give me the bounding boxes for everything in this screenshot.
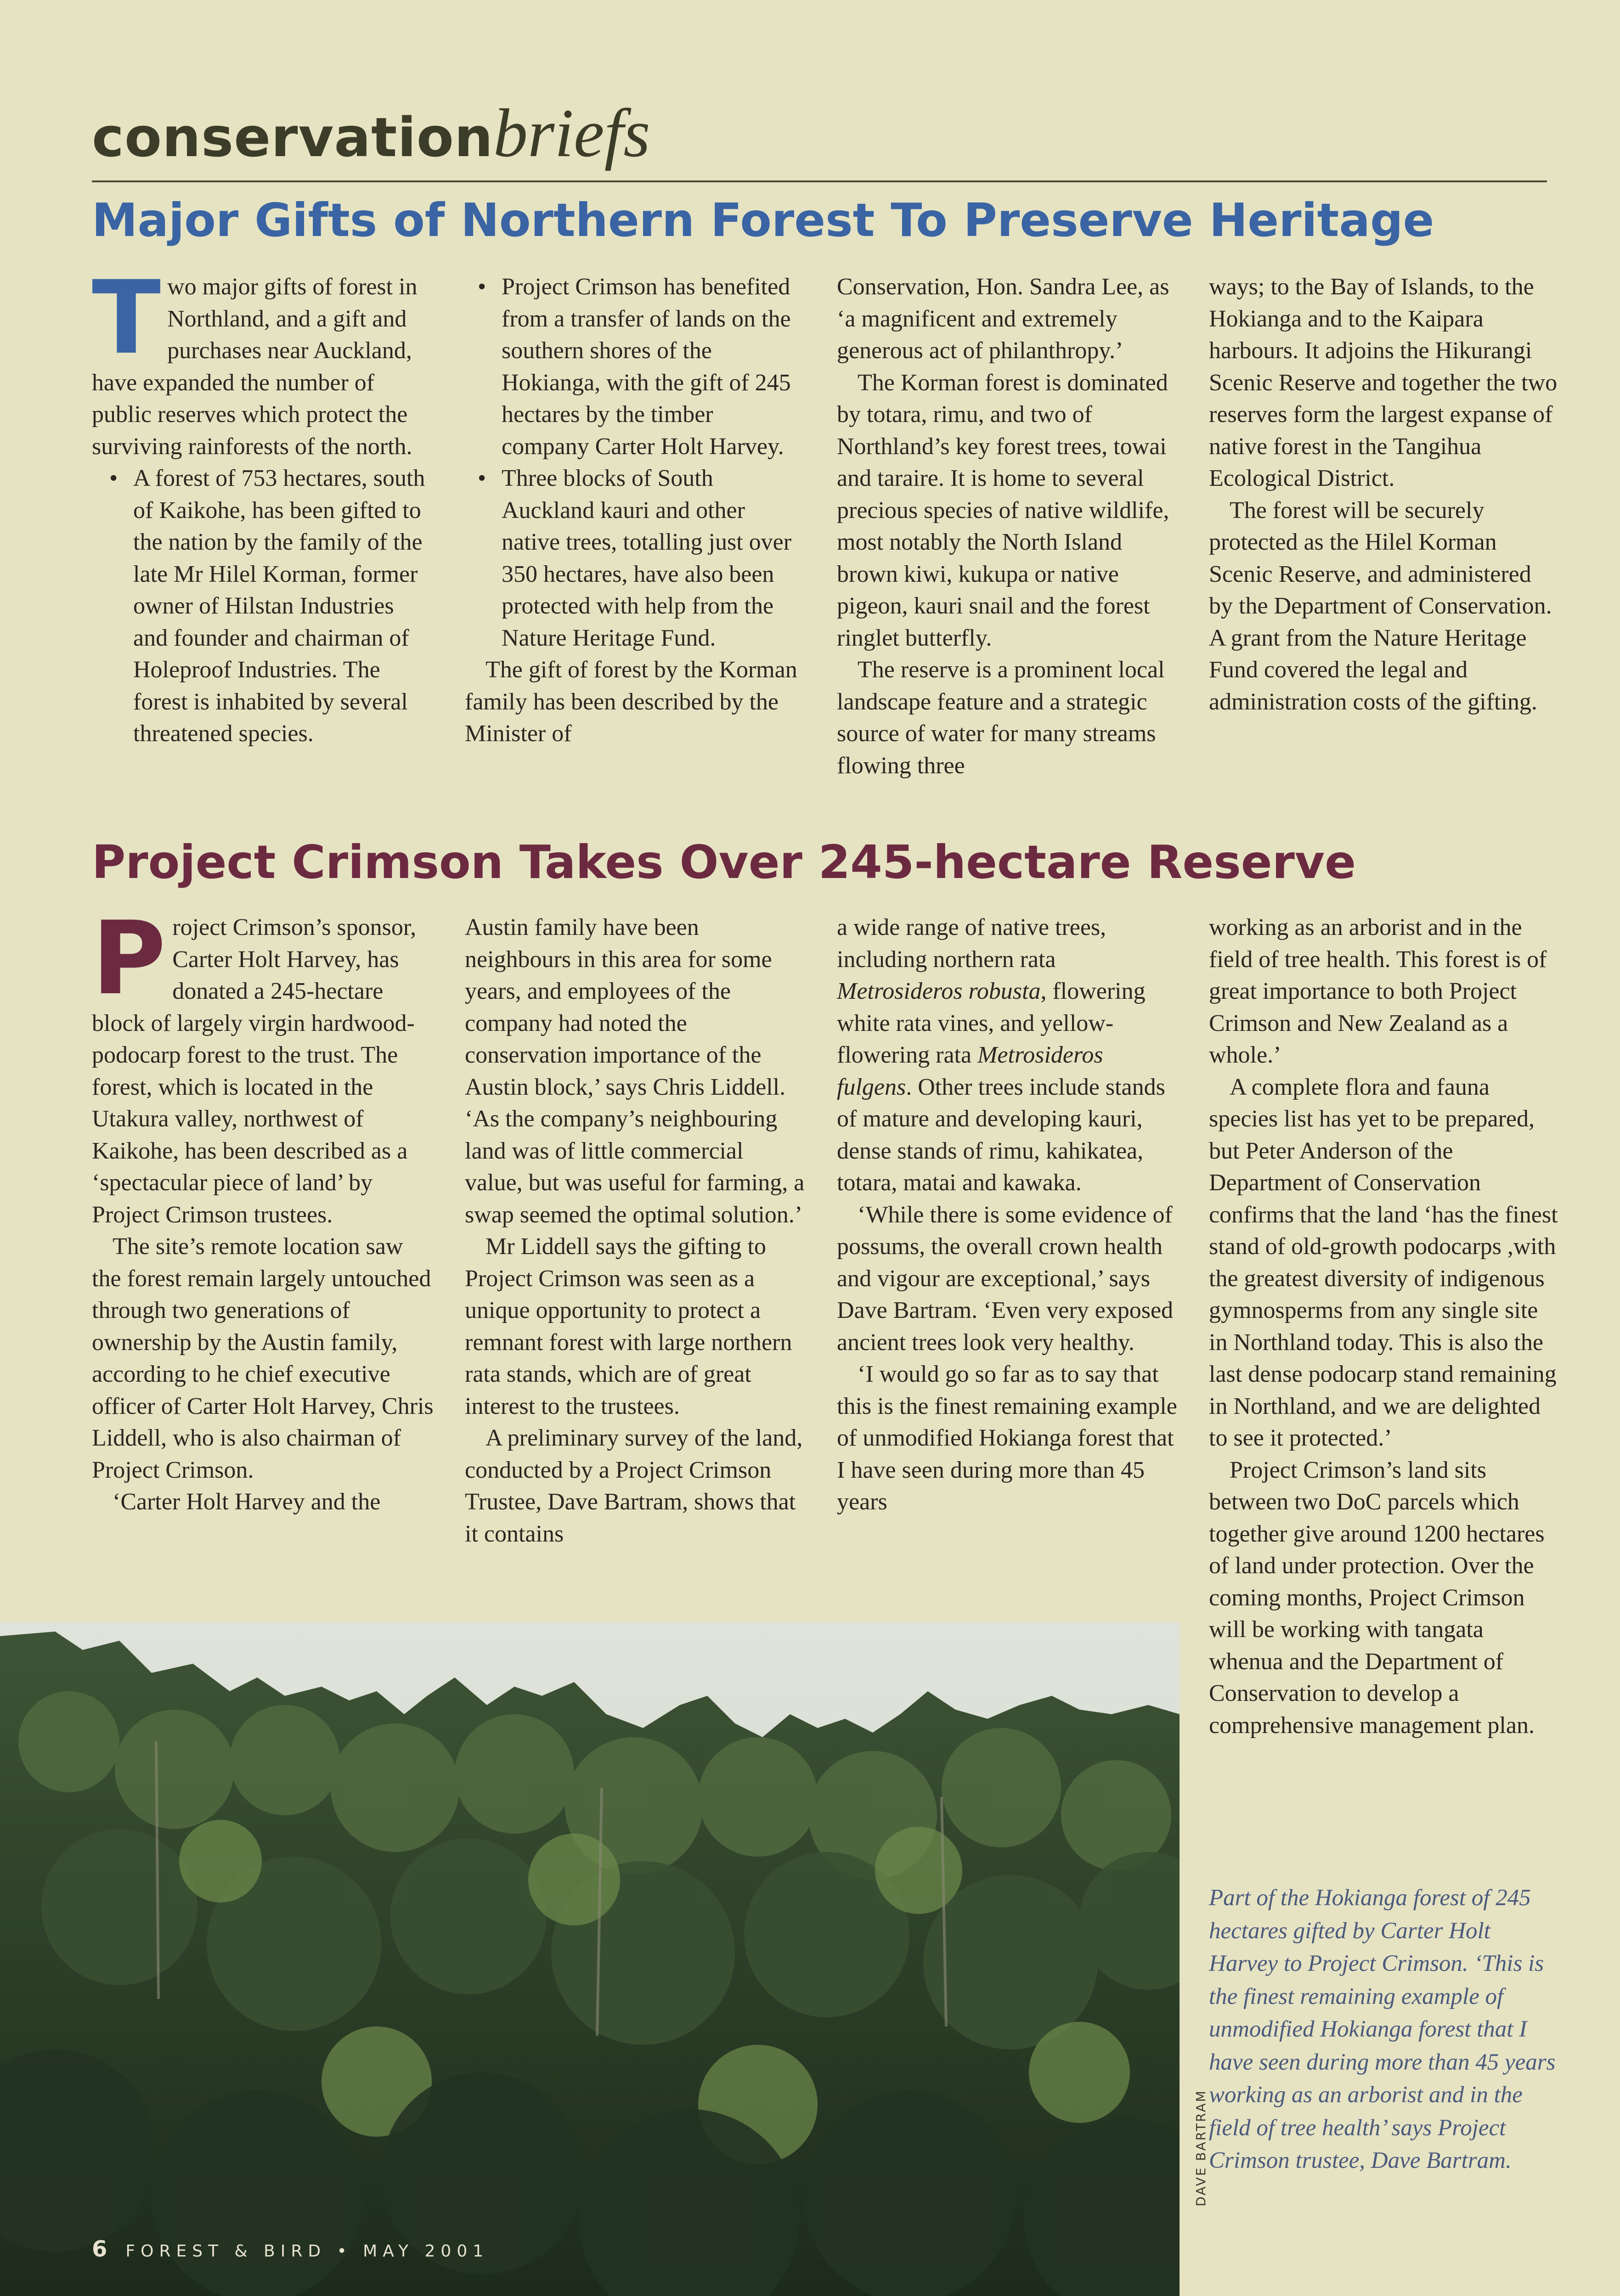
article1-dropcap: T [92,259,161,377]
paragraph: The forest will be securely protected as the Hilel Korman Scenic Reserve, and administered by the Department of Conservation. A grant from the Nature Heritage Fund covered the legal and administration costs of the gifting. [1209,497,1552,715]
photo-credit: DAVE BARTRAM [1193,2089,1208,2206]
magazine-issue: FOREST & BIRD • MAY 2001 [125,2242,489,2261]
paragraph: A complete flora and fauna species list has yet to be prepared, but Peter Anderson of the Department of Conservation confirms that the land ‘has the finest stand of old-growth podocarps ,with the greatest diversity of indigenous gymnosperms from any single site in Northland today. This is also the last dense podocarp stand remaining in Northland, and we are delighted to see it protected.’ [1209,1074,1558,1451]
paragraph: Conservation, Hon. Sandra Lee, as ‘a magnificent and extremely generous act of philanthropy.’ [837,274,1169,364]
article1-intro: Two major gifts of forest in Northland, and a gift and purchases near Auckland, have expanded the number of public reserves which protect the surviving rainforests of the north. [92,259,418,460]
article1-headline: Major Gifts of Northern Forest To Preserve Heritage [92,193,1434,247]
species-name: Metrosideros fulgens [837,1042,1103,1100]
paragraph: The gift of forest by the Korman family has been described by the Minister of [465,657,797,747]
article2-column-4 [1209,912,1560,1741]
article2-intro: Project Crimson’s sponsor, Carter Holt Harvey, has donated a 245-hectare block of largely virgin hardwood-podocarp forest to the trust. The forest, which is located in the Utakura valley, northwest of Kaikohe, has been described as a ‘spectacular piece of land’ by Project Crimson trustees. [92,900,417,1228]
paragraph: working as an arborist and in the field of tree health. This forest is of great importance to both Project Crimson and New Zealand as a whole.’ [1209,914,1547,1068]
page-number: 6 [92,2236,107,2262]
paragraph: Austin family have been neighbours in this area for some years, and employees of the company had noted the conservation importance of the Austin block,’ says Chris Liddell. ‘As the company’s neighbouring land was of little commercial value, but was useful for farming, a swap seemed the optimal solution.’ [465,914,805,1228]
paragraph: a wide range of native trees, including northern rata Metrosideros robusta, flowering white rata vines, and yellow-flowering rata Metrosideros fulgens. Other trees include stands of mature and developing kauri, dense stands of rimu, kahikatea, totara, matai and kawaka. [837,914,1165,1196]
list-item: • Three blocks of South Auckland kauri and other native trees, totalling just over 350 hectares, have also been protected with help from the Nature Heritage Fund. [502,462,800,654]
paragraph: The reserve is a prominent local landscape feature and a strategic source of water for many streams flowing three [837,657,1165,779]
forest-photo [0,1622,1180,2296]
section-header-bold: conservation [92,106,493,169]
paragraph: ‘I would go so far as to say that this is the finest remaining example of unmodified Hokianga forest that I have seen during more than 45 years [837,1361,1177,1515]
species-name: Metrosideros robusta [837,978,1041,1004]
paragraph: The Korman forest is dominated by totara, rimu, and two of Northland’s key forest trees, towai and taraire. It is home to several precious species of native wildlife, most notably the North Island brown kiwi, kukupa or native pigeon, kauri snail and the forest ringlet butterfly. [837,369,1169,651]
paragraph: Mr Liddell says the gifting to Project Crimson was seen as a unique opportunity to protect a remnant forest with large northern rata stands, which are of great interest to the trustees. [465,1233,792,1419]
section-header-italic: briefs [493,95,650,171]
article1-column-3 [837,271,1182,782]
list-item: • A forest of 753 hectares, south of Kaikohe, has been gifted to the nation by the family of the late Mr Hilel Korman, former owner of Hilstan Industries and founder and chairman of Holeproof Industries. The forest is inhabited by several threatened species. [133,462,434,750]
paragraph: Project Crimson’s land sits between two DoC parcels which together give around 1200 hectares of land under protection. Over the coming months, Project Crimson will be working with tangata whenua and the Department of Conservation to develop a comprehensive management plan. [1209,1457,1545,1739]
article2-headline: Project Crimson Takes Over 245-hectare Reserve [92,835,1356,889]
page-footer [92,2236,489,2262]
list-item: • Project Crimson has benefited from a transfer of lands on the southern shores of the Hokianga, with the gift of 245 hectares by the timber company Carter Holt Harvey. [502,271,800,462]
section-header [92,95,650,171]
paragraph: ‘While there is some evidence of possums, the overall crown health and vigour are exceptional,’ says Dave Bartram. ‘Even very exposed ancient trees look very healthy. [837,1201,1174,1356]
article1-column-1 [92,259,434,750]
article2-dropcap: P [92,900,166,1017]
article1-column-2 [465,271,800,750]
photo-caption: Part of the Hokianga forest of 245 hectares gifted by Carter Holt Harvey to Project Crimson. ‘This is the finest remaining example of unmodified Hokianga forest that I have seen during more than 45 years working as an arborist and in the field of tree health’ says Project Crimson trustee, Dave Bartram. [1209,1885,1556,2173]
paragraph: A preliminary survey of the land, conducted by a Project Crimson Trustee, Dave Bartram, shows that it contains [465,1425,803,1547]
article2-column-2 [465,912,807,1550]
paragraph: The site’s remote location saw the forest remain largely untouched through two generations of ownership by the Austin family, according to he chief executive officer of Carter Holt Harvey, Chris Liddell, who is also chairman of Project Crimson. [92,1233,434,1483]
paragraph: ways; to the Bay of Islands, to the Hokianga and to the Kaipara harbours. It adjoins the Hikurangi Scenic Reserve and together the two reserves form the largest expanse of native forest in the Tangihua Ecological District. [1209,274,1558,491]
article2-column-1 [92,900,434,1518]
header-rule [92,180,1547,182]
article1-bullet-list [92,462,434,750]
article1-bullet-list-2 [465,271,800,654]
article1-column-4 [1209,271,1558,718]
article2-column-3 [837,912,1184,1518]
paragraph: ‘Carter Holt Harvey and the [113,1489,381,1515]
